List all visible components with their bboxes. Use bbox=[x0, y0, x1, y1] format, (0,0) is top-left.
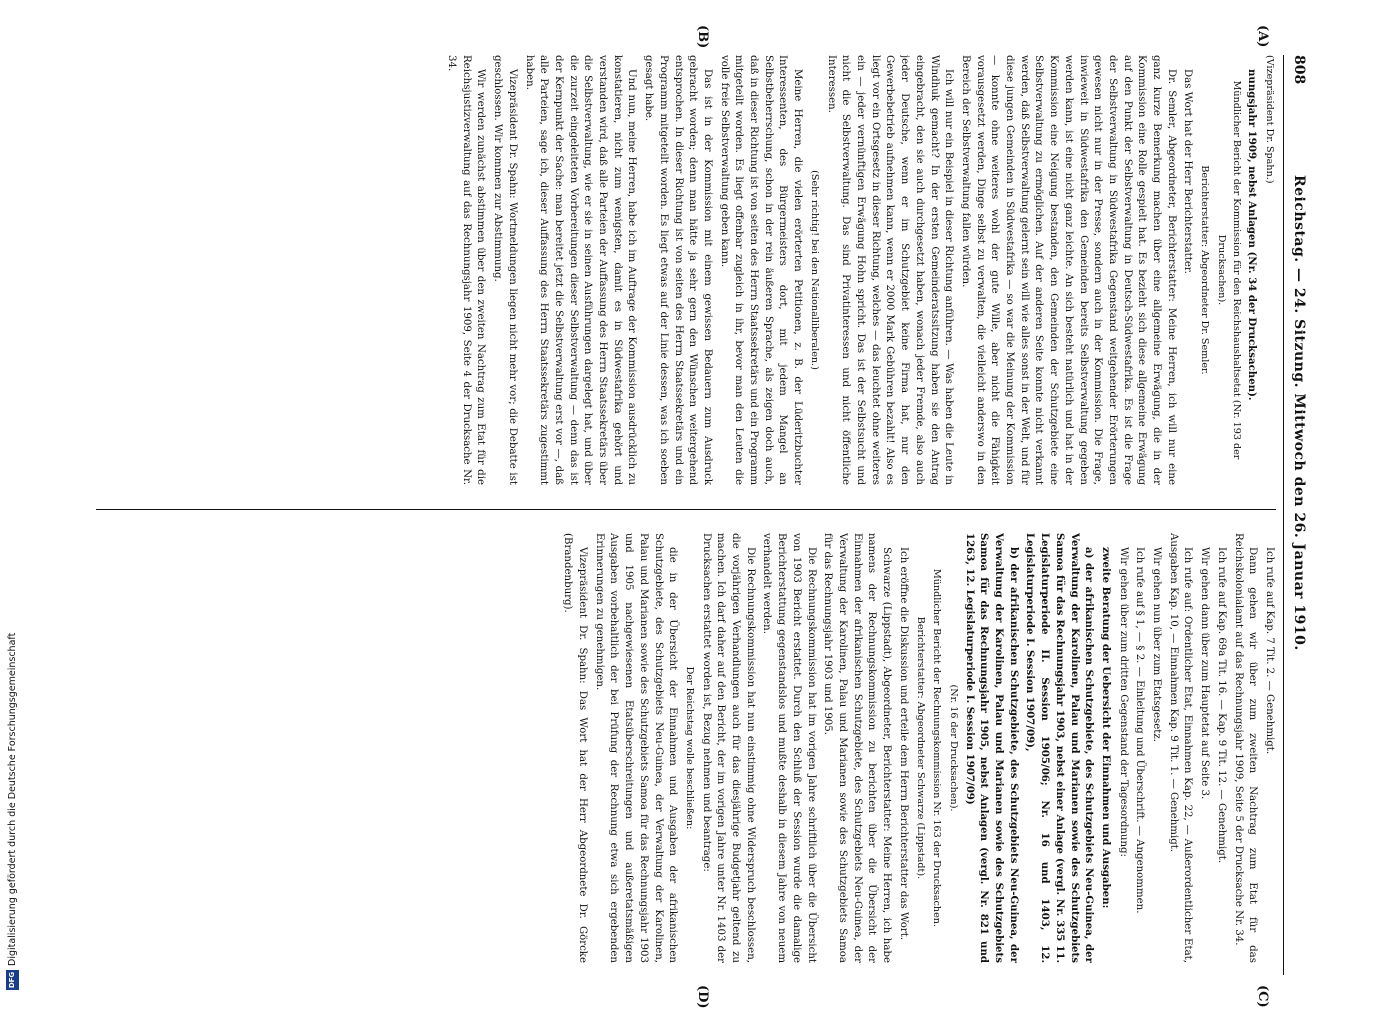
paragraph: Ich rufe auf § 1, — § 2. — Einleitung und Überschrift. — Angenommen. bbox=[1134, 547, 1146, 914]
paragraph: Meine Herren, die vielen erörterten Petitionen, z. B. der Lüderitzbuchter Interessenten, des Bürgermeisters dort, mit jedem Mangel an Selbstbeherrschung, schon in der rein äußeren Sprache, als zeigen doch auch, daß in dieser Richtung ist von seiten des Herrn Staatssekretärs und ein Programm mitgeteilt worden. Es liegt offenbar zugleich in ihr, bevor man den Leuten die volle freie Selbstverwaltung geben kann. bbox=[718, 55, 804, 485]
right-text-column bbox=[96, 533, 1276, 963]
paragraph: Ich rufe auf Kap. 7 Tit. 2. — Genehmigt. bbox=[1264, 547, 1275, 755]
paragraph: a) der afrikanischen Schutzgebiete, des Schutzgebiets Neu-Guinea, der Verwaltung der Karolinen, Palau und Marianen sowie des Schutzgebiets Samoa für das Rechnungsjahr 1903, nebst einer Anlage (vergl. Nr. 335 11. Legislaturperiode II. Session 1905/06; Nr. 16 und 1403, 12. Legislaturperiode I. Session 1907/09), bbox=[1024, 533, 1096, 963]
paragraph: Vizepräsident Dr. Spahn: Wortmeldungen liegen nicht mehr vor; die Debatte ist geschlossen. Wir kommen zur Abstimmung. bbox=[492, 55, 518, 485]
paragraph: Wir gehen nun über zum Etatsgesetz. bbox=[1151, 547, 1163, 742]
margin-mark-d: (D) bbox=[695, 985, 710, 1009]
paragraph: Berichterstatter: Abgeordneter Schwarze (Lippstadt). bbox=[914, 616, 926, 880]
page-header bbox=[1283, 55, 1310, 975]
paragraph: Mündlicher Bericht der Rechnungskommission Nr. 163 der Drucksachen. bbox=[931, 568, 943, 928]
paragraph: Dr. Semler, Abgeordneter, Berichterstatter: Meine Herren, ich will nur eine ganz kurze Bemerkung machen über eine allgemeine Erwägung, die in der Kommission eine Rolle gespielt hat. Es bezieht sich diese allgemeine Erwägung auf den Punkt der Selbstverwaltung in Deutsch-Südwestafrika. Es ist die Frage der Selbstverwaltung in Südwestafrika Gegenstand weitgehender Erörterungen gewesen nicht nur in der Presse, sondern auch in der Kommission. Die Frage, inwieweit in Südwestafrika den Gemeinden bereits Selbstverwaltung gegeben werden kann, ist eine nicht ganz leichte. An sich besteht natürlich und hat in der Kommission eine Neigung bestanden, den Gemeinden der Schutzgebiete eine Selbstverwaltung zu ermöglichen. Auf der anderen Seite konnte nicht verkannt werden, daß Selbstverwaltung gelernt sein will wie alles sonst in der Welt, und für diese jungen Gemeinden in Südwestafrika — so war die Meinung der Kommission — konnte ohne weiteres wohl der gute Wille, aber nicht die Fähigkeit vorausgesetzt werden, Dinge selbst zu verwalten, die vielleicht anderswo in den Bereich der Selbstverwaltung fallen würden. bbox=[959, 55, 1177, 485]
left-text-column bbox=[96, 55, 1276, 485]
column-divider bbox=[96, 509, 1276, 510]
paragraph: Ich eröffne die Diskussion und erteile dem Herrn Berichterstatter das Wort. bbox=[897, 547, 909, 941]
margin-mark-c: (C) bbox=[1255, 985, 1270, 1008]
paragraph: Und nun, meine Herren, habe ich im Auftrage der Kommission ausdrücklich zu konstatieren, nicht zum wenigsten, damit es in Südwestafrika gehört und verstanden wird, daß alle Parteien der Auffassung des Herrn Staatssekretärs über die Selbstverwaltung, wie er sie in seinen Ausführungen dargelegt hat, und über die zurzeit eingeleiteten Vorbereitungen dieser Selbstverwaltung — denn das ist der Kernpunkt der Sache: man bereitet jetzt die Selbstverwaltung erst vor —, daß alle Parteien, sage ich, dieser Auffassung des Herrn Staatssekretärs zugestimmt haben. bbox=[523, 55, 638, 485]
paragraph: Das Wort hat der Herr Berichterstatter. bbox=[1182, 69, 1194, 274]
footer-text: Digitalisierung gefördert durch die Deutsche Forschungsgemeinschaft bbox=[7, 632, 18, 966]
paragraph: Ich will nur ein Beispiel in dieser Richtung anführen. — Was haben die Leute in Windhuk gemacht? In der ersten Gemeinderatssitzung haben sie den Antrag eingebracht, den sie auch durchgesetzt haben, wonach jeder Fremde, also auch jeder Deutsche, wenn er im Schutzgebiet keine Firma hat, nur den Gewerbebetrieb aufnehmen kann, wenn er 2000 Mark Gebühren bezahlt! Also es liegt vor ein Ortsgesetz in dieser Richtung, welches — das leuchtet ohne weiteres ein — jeder vernünftigen Erwägung Hohn spricht. Das ist der Selbstsucht und nicht die Selbstverwaltung. Das sind Privatinteressen und nicht öffentliche Interessen. bbox=[825, 55, 955, 485]
paragraph: Vizepräsident Dr. Spahn: Das Wort hat der Herr Abgeordnete Dr. Görcke (Brandenburg). bbox=[562, 533, 589, 963]
margin-mark-a: (A) bbox=[1255, 25, 1270, 48]
paragraph: Berichterstatter: Abgeordneter Dr. Semler. bbox=[1199, 165, 1211, 375]
paragraph: (Sehr richtig! bei den Nationalliberalen.) bbox=[808, 170, 820, 370]
paragraph: Wir gehen über zum dritten Gegenstand der Tagesordnung: bbox=[1117, 547, 1129, 857]
paragraph: Schwarze (Lippstadt), Abgeordneter, Berichterstatter: Meine Herren, ich habe namens der Rechnungskommission zu berichten über die Übersicht der Einnahmen der afrikanischen Schutzgebiete, des Schutzgebiets Neu-Guinea, der Verwaltung der Karolinen, Palau und Marianen sowie des Schutzgebiets Samoa für das Rechnungsjahr 1903 und 1905. bbox=[822, 533, 893, 963]
paragraph: Das ist in der Kommission mit einem gewissen Bedauern zum Ausdruck gebracht worden; denn man hätte ja sehr gern den Wünschen weitergehend entsprochen. In dieser Richtung ist von seiten des Herrn Staatssekretärs und ein Programm mitgeteilt worden. Es liegt etwas auf der Linie dessen, was ich soeben gesagt habe. bbox=[643, 55, 713, 485]
dfg-logo: DFG bbox=[6, 970, 19, 990]
paragraph: Die Rechnungskommission hat im vorigen Jahre schriftlich über die Übersicht von 1903 Bericht erstattet. Durch den Schluß der Session wurde die damalige Berichterstattung gegenstandslos und mußte deshalb in diesem Jahre von neuem verhandelt werden. bbox=[761, 533, 817, 963]
paragraph: (Nr. 16 der Drucksachen). bbox=[947, 684, 959, 812]
paragraph: Wir werden zunächst abstimmen über den zweiten Nachtrag zum Etat für die Reichsjustizverwaltung auf das Rechnungsjahr 1909, Seite 4 der Drucksache Nr. 34. bbox=[446, 55, 487, 485]
paragraph: Die Rechnungskommission hat nun einstimmig ohne Widerspruch beschlossen, die vorjährigen Verhandlungen auch für das diesjährige Budgetjahr geltend zu machen. Ich darf daher auf den Bericht, der im vorigen Jahre unter Nr. 1403 der Drucksachen erstattet worden ist, Bezug nehmen und beantrage: bbox=[700, 533, 756, 963]
page-number: 808 bbox=[1291, 55, 1307, 85]
paragraph: b) der afrikanischen Schutzgebiete, des Schutzgebiets Neu-Guinea, der Verwaltung der Karolinen, Palau und Marianen sowie des Schutzgebiets Samoa für das Rechnungsjahr 1905, nebst Anlagen (vergl. Nr. 821 und 1263, 12. Legislaturperiode I. Session 1907/09) bbox=[963, 533, 1020, 963]
running-title: Reichstag. — 24. Sitzung. Mittwoch den 26. Januar 1910. bbox=[1291, 175, 1307, 651]
margin-mark-b: (B) bbox=[695, 25, 710, 49]
paragraph: Der Reichstag wolle beschließen: bbox=[683, 666, 695, 830]
paragraph: Mündlicher Bericht der Kommission für den Reichshaushaltsetat (Nr. 193 der Drucksachen). bbox=[1215, 80, 1242, 460]
paragraph: Wir gehen dann über zum Hauptetat auf Seite 3. bbox=[1199, 547, 1211, 800]
paragraph: die in der Übersicht der Einnahmen und Ausgaben der afrikanischen Schutzgebiete, des Schutzgebiets Neu-Guinea, der Verwaltung der Karolinen, Palau und Marianen sowie des Schutzgebiets Samoa für das Rechnungsjahr 1903 und 1905 nachgewiesenen Etatsüberschreitungen und außeretatsmäßigen Ausgaben vorbehaltlich der bei Prüfung der Rechnung etwa sich ergebenden Erinnerungen zu genehmigen. bbox=[593, 533, 679, 963]
paragraph: zweite Beratung der Uebersicht der Einnahmen und Ausgaben: bbox=[1099, 547, 1112, 909]
paragraph: nungsjahr 1909, nebst Anlagen (Nr. 34 der Drucksachen). bbox=[1246, 69, 1259, 401]
digitization-footer bbox=[6, 633, 19, 990]
paragraph: Ich rufe auf Kap. 69a Tit. 16. — Kap. 9 Tit. 12. — Genehmigt. bbox=[1215, 547, 1227, 864]
paragraph: Dann gehen wir über zum zweiten Nachtrag zum Etat für das Reichskolonialamt auf das Rechnungsjahr 1909, Seite 5 der Drucksache Nr. 34. bbox=[1232, 533, 1259, 963]
paragraph: Ich rufe auf: Ordentlicher Etat, Einnahmen Kap. 22, — Außerordentlicher Etat, Ausgaben Kap. 10, — Einnahmen Kap. 9 Tit. 1. — Genehmigt. bbox=[1167, 533, 1194, 963]
paragraph: (Vizepräsident Dr. Spahn.) bbox=[1264, 55, 1275, 184]
